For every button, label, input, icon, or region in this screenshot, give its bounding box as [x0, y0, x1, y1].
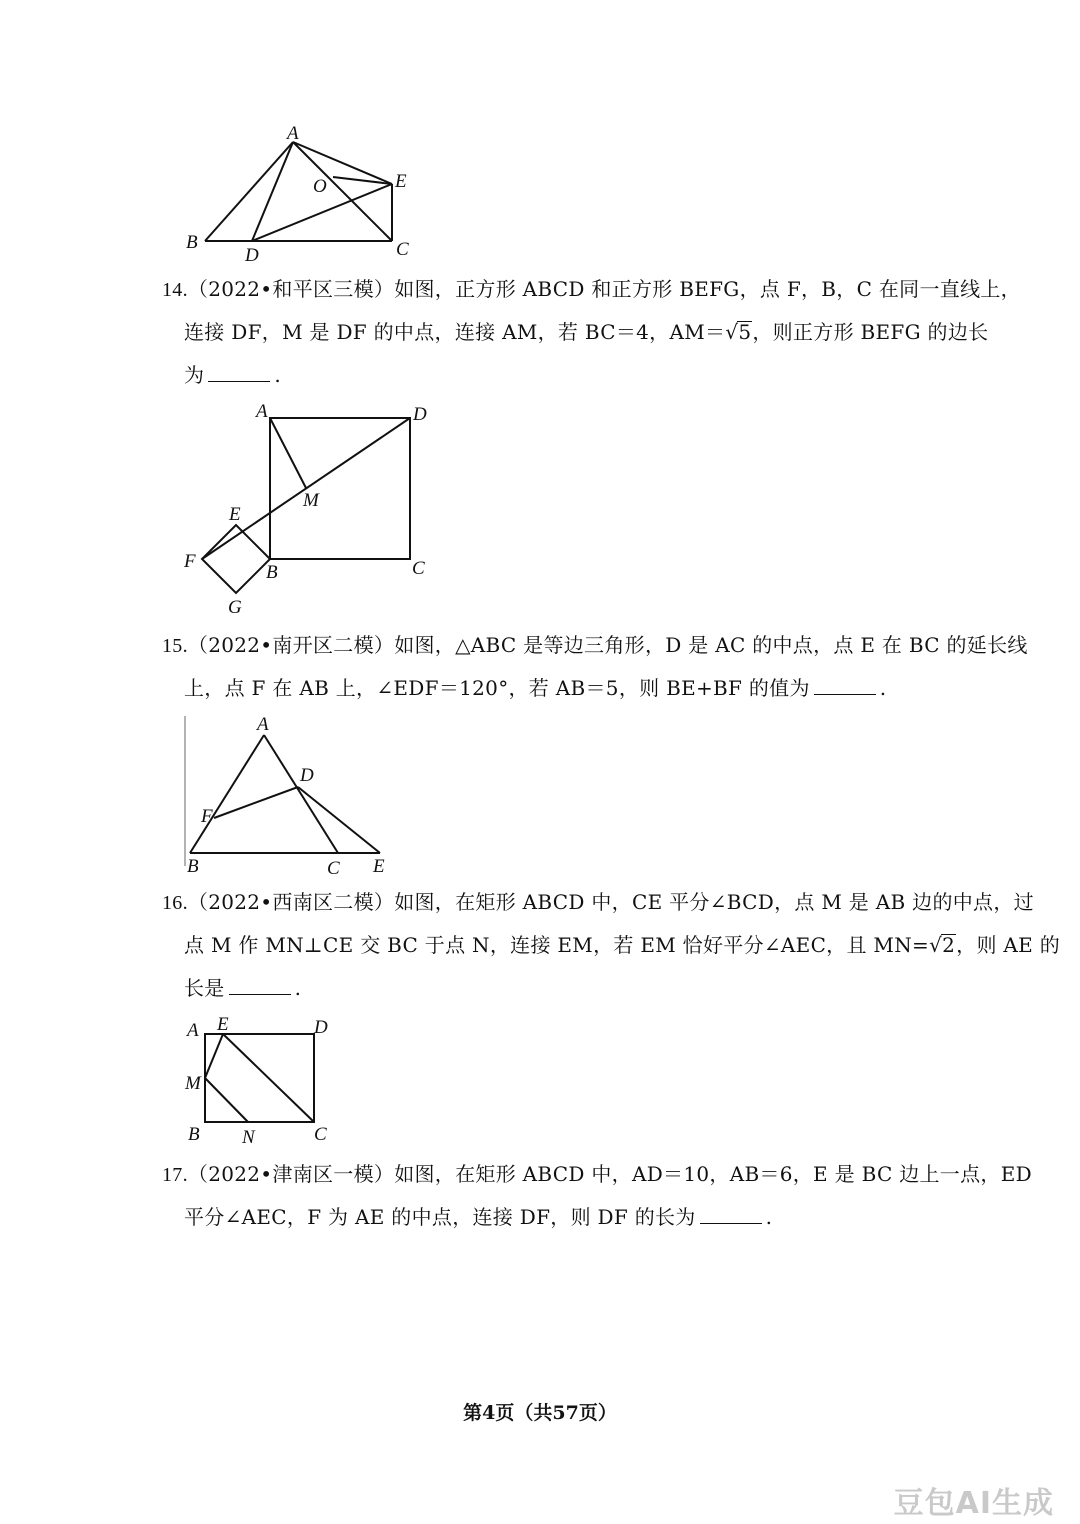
segment-EC — [223, 1034, 314, 1122]
q16-source: （2022•西南区二模） — [187, 890, 395, 914]
q16-text2a: 点 M 作 MN⊥CE 交 BC 于点 N，连接 EM，若 EM 恰好平分∠AEC，且 MN= — [184, 933, 930, 957]
label-B: B — [188, 1124, 200, 1145]
q15-source: （2022•南开区二模） — [187, 633, 395, 657]
label-C: C — [396, 239, 409, 260]
q16-radicand: 2 — [942, 933, 956, 957]
q17-text2b: . — [765, 1205, 773, 1229]
q15-text2a: 上，点 F 在 AB 上，∠EDF＝120°，若 AB＝5，则 BE+BF 的值为 — [184, 676, 810, 700]
q14-text3b: . — [274, 363, 281, 387]
label-A: A — [256, 401, 268, 422]
label-A: A — [287, 123, 299, 144]
sqrt-symbol: √ — [929, 933, 943, 957]
q16-text2b: ，则 AE 的 — [956, 933, 1061, 957]
label-F: F — [184, 551, 196, 572]
q14-text1: 如图，正方形 ABCD 和正方形 BEFG，点 F，B，C 在同一直线上， — [394, 277, 1021, 301]
label-D: D — [245, 245, 259, 266]
label-G: G — [228, 597, 242, 618]
sqrt-symbol: √ — [725, 320, 739, 344]
q15-text1: 如图，△ABC 是等边三角形，D 是 AC 的中点，点 E 在 BC 的延长线 — [394, 633, 1028, 657]
label-B: B — [187, 856, 199, 877]
q14-radicand: 5 — [738, 320, 752, 344]
label-N: N — [242, 1127, 255, 1148]
label-C: C — [327, 858, 340, 879]
label-D: D — [314, 1017, 328, 1038]
q16-number: 16. — [162, 892, 188, 914]
watermark: 豆包AI生成 — [893, 1486, 1054, 1521]
q17-number: 17. — [162, 1164, 188, 1186]
q17-answer-blank[interactable] — [700, 1205, 762, 1224]
label-C: C — [314, 1124, 327, 1145]
label-D: D — [300, 765, 314, 786]
q14-text2b: ，则正方形 BEFG 的边长 — [752, 320, 989, 344]
label-O: O — [313, 176, 327, 197]
label-A: A — [187, 1020, 199, 1041]
q14-text3a: 为 — [184, 363, 205, 387]
q15-number: 15. — [162, 635, 188, 657]
label-E: E — [373, 856, 385, 877]
label-B: B — [266, 562, 278, 583]
q17-text2a: 平分∠AEC，F 为 AE 的中点，连接 DF，则 DF 的长为 — [184, 1205, 696, 1229]
q14-text2a: 连接 DF，M 是 DF 的中点，连接 AM，若 BC＝4，AM＝ — [184, 320, 726, 344]
label-A: A — [257, 714, 269, 735]
label-F: F — [201, 806, 213, 827]
label-E: E — [217, 1014, 229, 1035]
q17-line2 — [184, 1204, 772, 1230]
q17-text1: 如图，在矩形 ABCD 中，AD＝10，AB＝6，E 是 BC 边上一点，ED — [394, 1162, 1032, 1186]
q15-text2b: . — [879, 676, 887, 700]
label-M: M — [303, 490, 319, 511]
label-E: E — [229, 504, 241, 525]
segment-MN — [205, 1078, 248, 1122]
label-B: B — [186, 232, 198, 253]
q14-source: （2022•和平区三模） — [187, 277, 395, 301]
label-E: E — [395, 171, 407, 192]
segment-EM — [205, 1034, 223, 1078]
page-footer: 第4页（共57页） — [463, 1402, 617, 1424]
q16-text3a: 长是 — [184, 976, 225, 1000]
label-C: C — [412, 558, 425, 579]
q17-source: （2022•津南区一模） — [187, 1162, 395, 1186]
label-D: D — [413, 404, 427, 425]
q17-line1 — [162, 1161, 1032, 1188]
rect-ABCD — [205, 1034, 314, 1122]
label-M: M — [185, 1073, 201, 1094]
q16-text3b: . — [294, 976, 302, 1000]
q16-text1: 如图，在矩形 ABCD 中，CE 平分∠BCD，点 M 是 AB 边的中点，过 — [394, 890, 1034, 914]
q14-number: 14. — [162, 279, 188, 301]
